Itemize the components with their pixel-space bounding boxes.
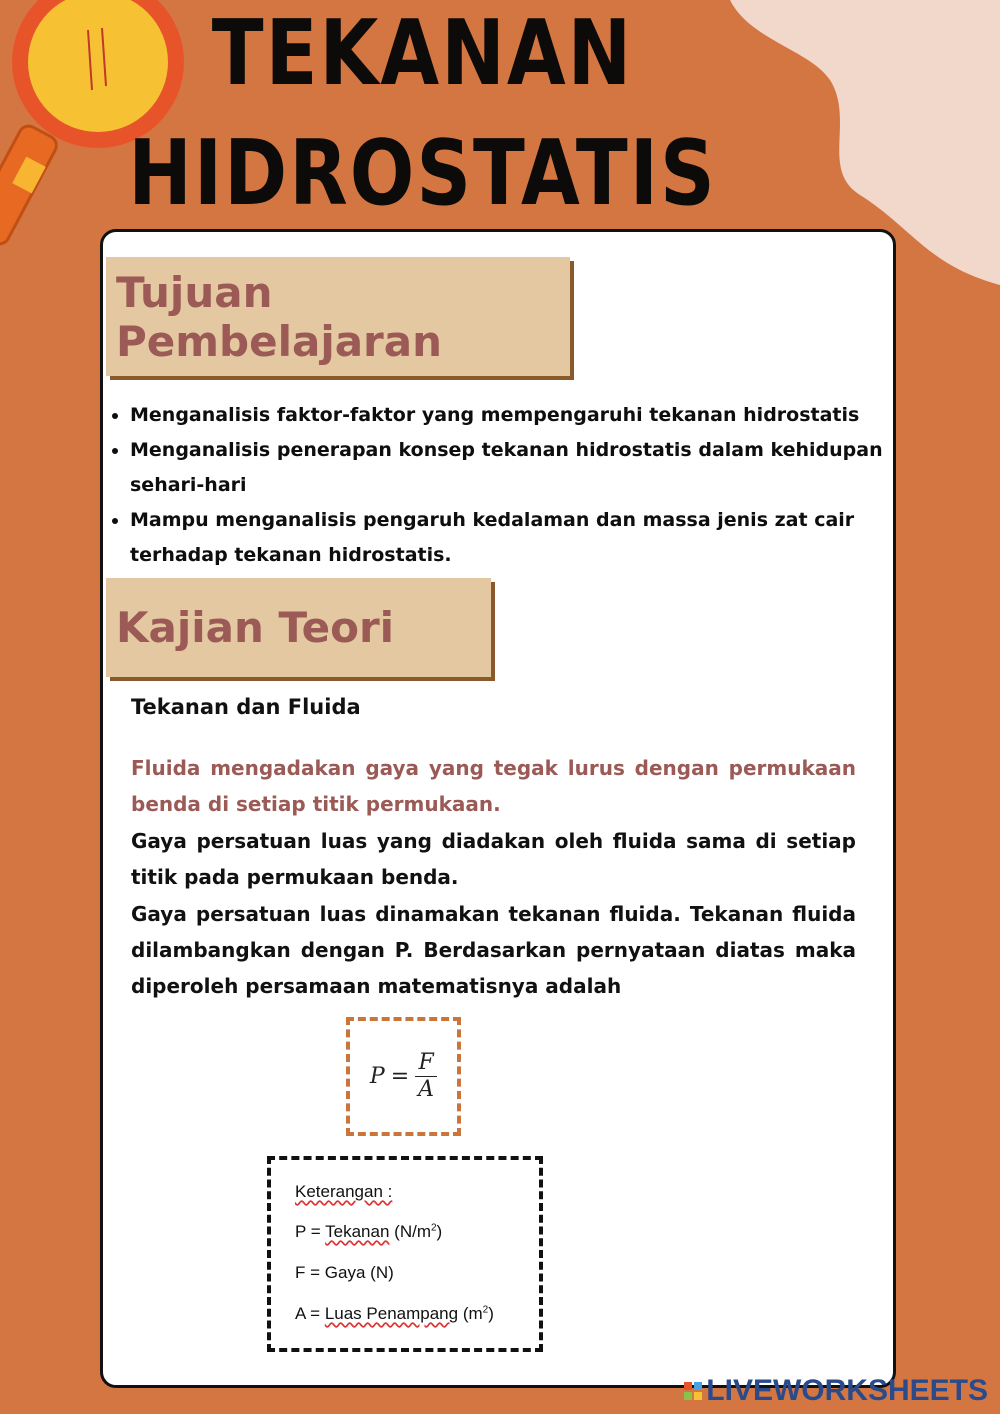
formula-numerator: F xyxy=(418,1050,434,1075)
formula-equals: = xyxy=(390,1064,410,1089)
liveworksheets-logo-icon xyxy=(684,1382,702,1400)
list-item: • Menganalisis penerapan konsep tekanan hidrostatis dalam kehidupan sehari-hari xyxy=(130,433,890,503)
formula-lhs: P xyxy=(369,1064,385,1089)
formula-denominator: A xyxy=(418,1077,435,1102)
legend-row-f: F = Gaya (N) xyxy=(295,1263,394,1282)
page-title-line1: TEKANAN xyxy=(211,0,634,106)
formula-fraction xyxy=(415,1050,437,1103)
paragraph: Gaya persatuan luas yang diadakan oleh fluida sama di setiap titik pada permukaan benda. xyxy=(131,829,856,889)
subheading: Tekanan dan Fluida xyxy=(131,695,361,719)
paragraph: Gaya persatuan luas dinamakan tekanan fluida. Tekanan fluida dilambangkan dengan P. Berdasarkan pernyataan diatas maka diperoleh persamaan matematisnya adalah xyxy=(131,902,856,998)
formula-box xyxy=(346,1017,461,1136)
watermark-text: LIVEWORKSHEETS xyxy=(706,1374,988,1407)
legend-title: Keterangan : xyxy=(295,1182,393,1201)
page-title-line2: HIDROSTATIS xyxy=(128,119,717,226)
legend-row-a: A = Luas Penampang $(m^2)$ xyxy=(295,1304,494,1323)
paragraph-highlight: Fluida mengadakan gaya yang tegak lurus dengan permukaan benda di setiap titik permukaan. xyxy=(131,756,856,816)
legend-box xyxy=(267,1156,543,1352)
section-heading-kajian: Kajian Teori xyxy=(106,578,491,677)
watermark[interactable] xyxy=(684,1374,988,1408)
list-item: • Menganalisis faktor-faktor yang mempengaruhi tekanan hidrostatis xyxy=(130,398,890,433)
learning-goals-list xyxy=(104,398,890,573)
list-item: • Mampu menganalisis pengaruh kedalaman dan massa jenis zat cair terhadap tekanan hidrostatis. xyxy=(130,503,890,573)
section-heading-tujuan: Tujuan Pembelajaran xyxy=(106,257,570,376)
legend-row-p: P = Tekanan $(N/m^2)$ xyxy=(295,1222,443,1241)
